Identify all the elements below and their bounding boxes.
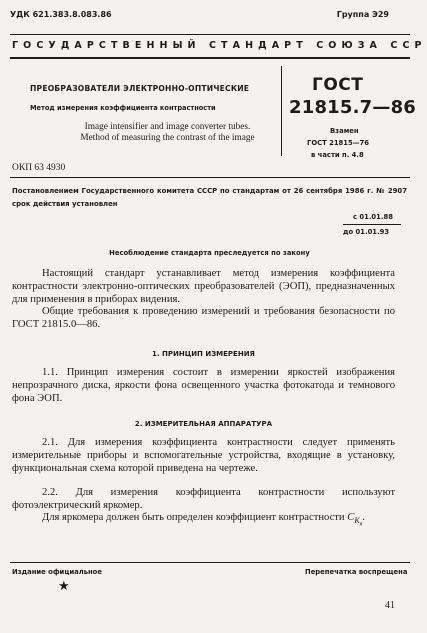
- replace-label: Взамен: [330, 127, 359, 135]
- clause-2-1: 2.1. Для измерения коэффициента контрастности следует применять измерительные приборы и вспомогательные устройства, входящие в установку, функциональная схема которой приведена на чертеже.: [12, 437, 395, 474]
- decree-text: Постановлением Государственного комитета СССР по стандартам от 26 сентября 1986 г. № 2907 срок действия установлен: [12, 187, 407, 208]
- okp-rule: [10, 177, 410, 178]
- official-edition-label: Издание официальное: [12, 568, 102, 576]
- title-ru: ПРЕОБРАЗОВАТЕЛИ ЭЛЕКТРОННО-ОПТИЧЕСКИЕ: [30, 84, 250, 93]
- footer-rule: [10, 562, 410, 563]
- legal-notice: Несоблюдение стандарта преследуется по закону: [109, 249, 310, 257]
- top-rule: [10, 34, 410, 35]
- effective-from-date: с 01.01.88: [353, 213, 393, 221]
- star-icon: ★: [58, 578, 70, 593]
- group-code: Группа Э29: [336, 10, 389, 19]
- udk-code: УДК 621.383.8.083.86: [10, 10, 112, 19]
- gost-number: 21815.7—86: [289, 97, 417, 118]
- intro-paragraph: Настоящий стандарт устанавливает метод измерения коэффициента контрастности электронно-оптических преобразователей (ЭОП), предназначенных для применения в приборах видения.: [12, 268, 395, 305]
- section-1-heading: 1. ПРИНЦИП ИЗМЕРЕНИЯ: [152, 350, 255, 358]
- clause-2-3: [12, 512, 395, 532]
- contrast-symbol-subsubscript: я: [359, 521, 363, 528]
- title-en-line1: Image intensifier and image converter tubes.: [84, 122, 251, 132]
- section-2-heading: 2. ИЗМЕРИТЕЛЬНАЯ АППАРАТУРА: [134, 420, 273, 428]
- page-number: 41: [385, 600, 395, 611]
- method-title-ru: Метод измерения коэффициента контрастности: [30, 104, 216, 112]
- clause-2-3-text: Для яркомера должен быть определен коэффициент контрастности: [42, 512, 345, 523]
- replaced-standard: ГОСТ 21815—76: [307, 139, 370, 147]
- date-rule: [343, 224, 401, 225]
- reprint-prohibited-label: Перепечатка воспрещена: [305, 568, 408, 576]
- clause-2-3-end: .: [362, 512, 366, 523]
- gost-label: ГОСТ: [312, 75, 364, 95]
- effective-to-date: до 01.01.93: [343, 228, 390, 236]
- title-en: [55, 122, 280, 143]
- contrast-symbol-subscript: К: [354, 516, 360, 526]
- okp-code: ОКП 63 4930: [12, 163, 66, 173]
- contrast-symbol: C: [347, 512, 355, 523]
- clause-2-2: 2.2. Для измерения коэффициента контрастности используют фотоэлектрический яркомер.: [12, 487, 395, 511]
- clause-1-1: 1.1. Принцип измерения состоит в измерении яркостей изображения непрозрачного диска, яркости фона освещенного участка фотокатода и темнового фона ЭОП.: [12, 367, 395, 404]
- replaced-part: в части п. 4.8: [311, 151, 364, 159]
- title-en-line2: Method of measuring the contrast of the image: [80, 132, 255, 143]
- title-divider: [281, 66, 282, 156]
- general-requirements-paragraph: Общие требования к проведению измерений и требования безопасности по ГОСТ 21815.0—86.: [12, 306, 395, 330]
- banner-rule: [10, 57, 410, 59]
- state-standard-banner: ГОСУДАРСТВЕННЫЙ СТАНДАРТ СОЮЗА ССР: [12, 40, 427, 51]
